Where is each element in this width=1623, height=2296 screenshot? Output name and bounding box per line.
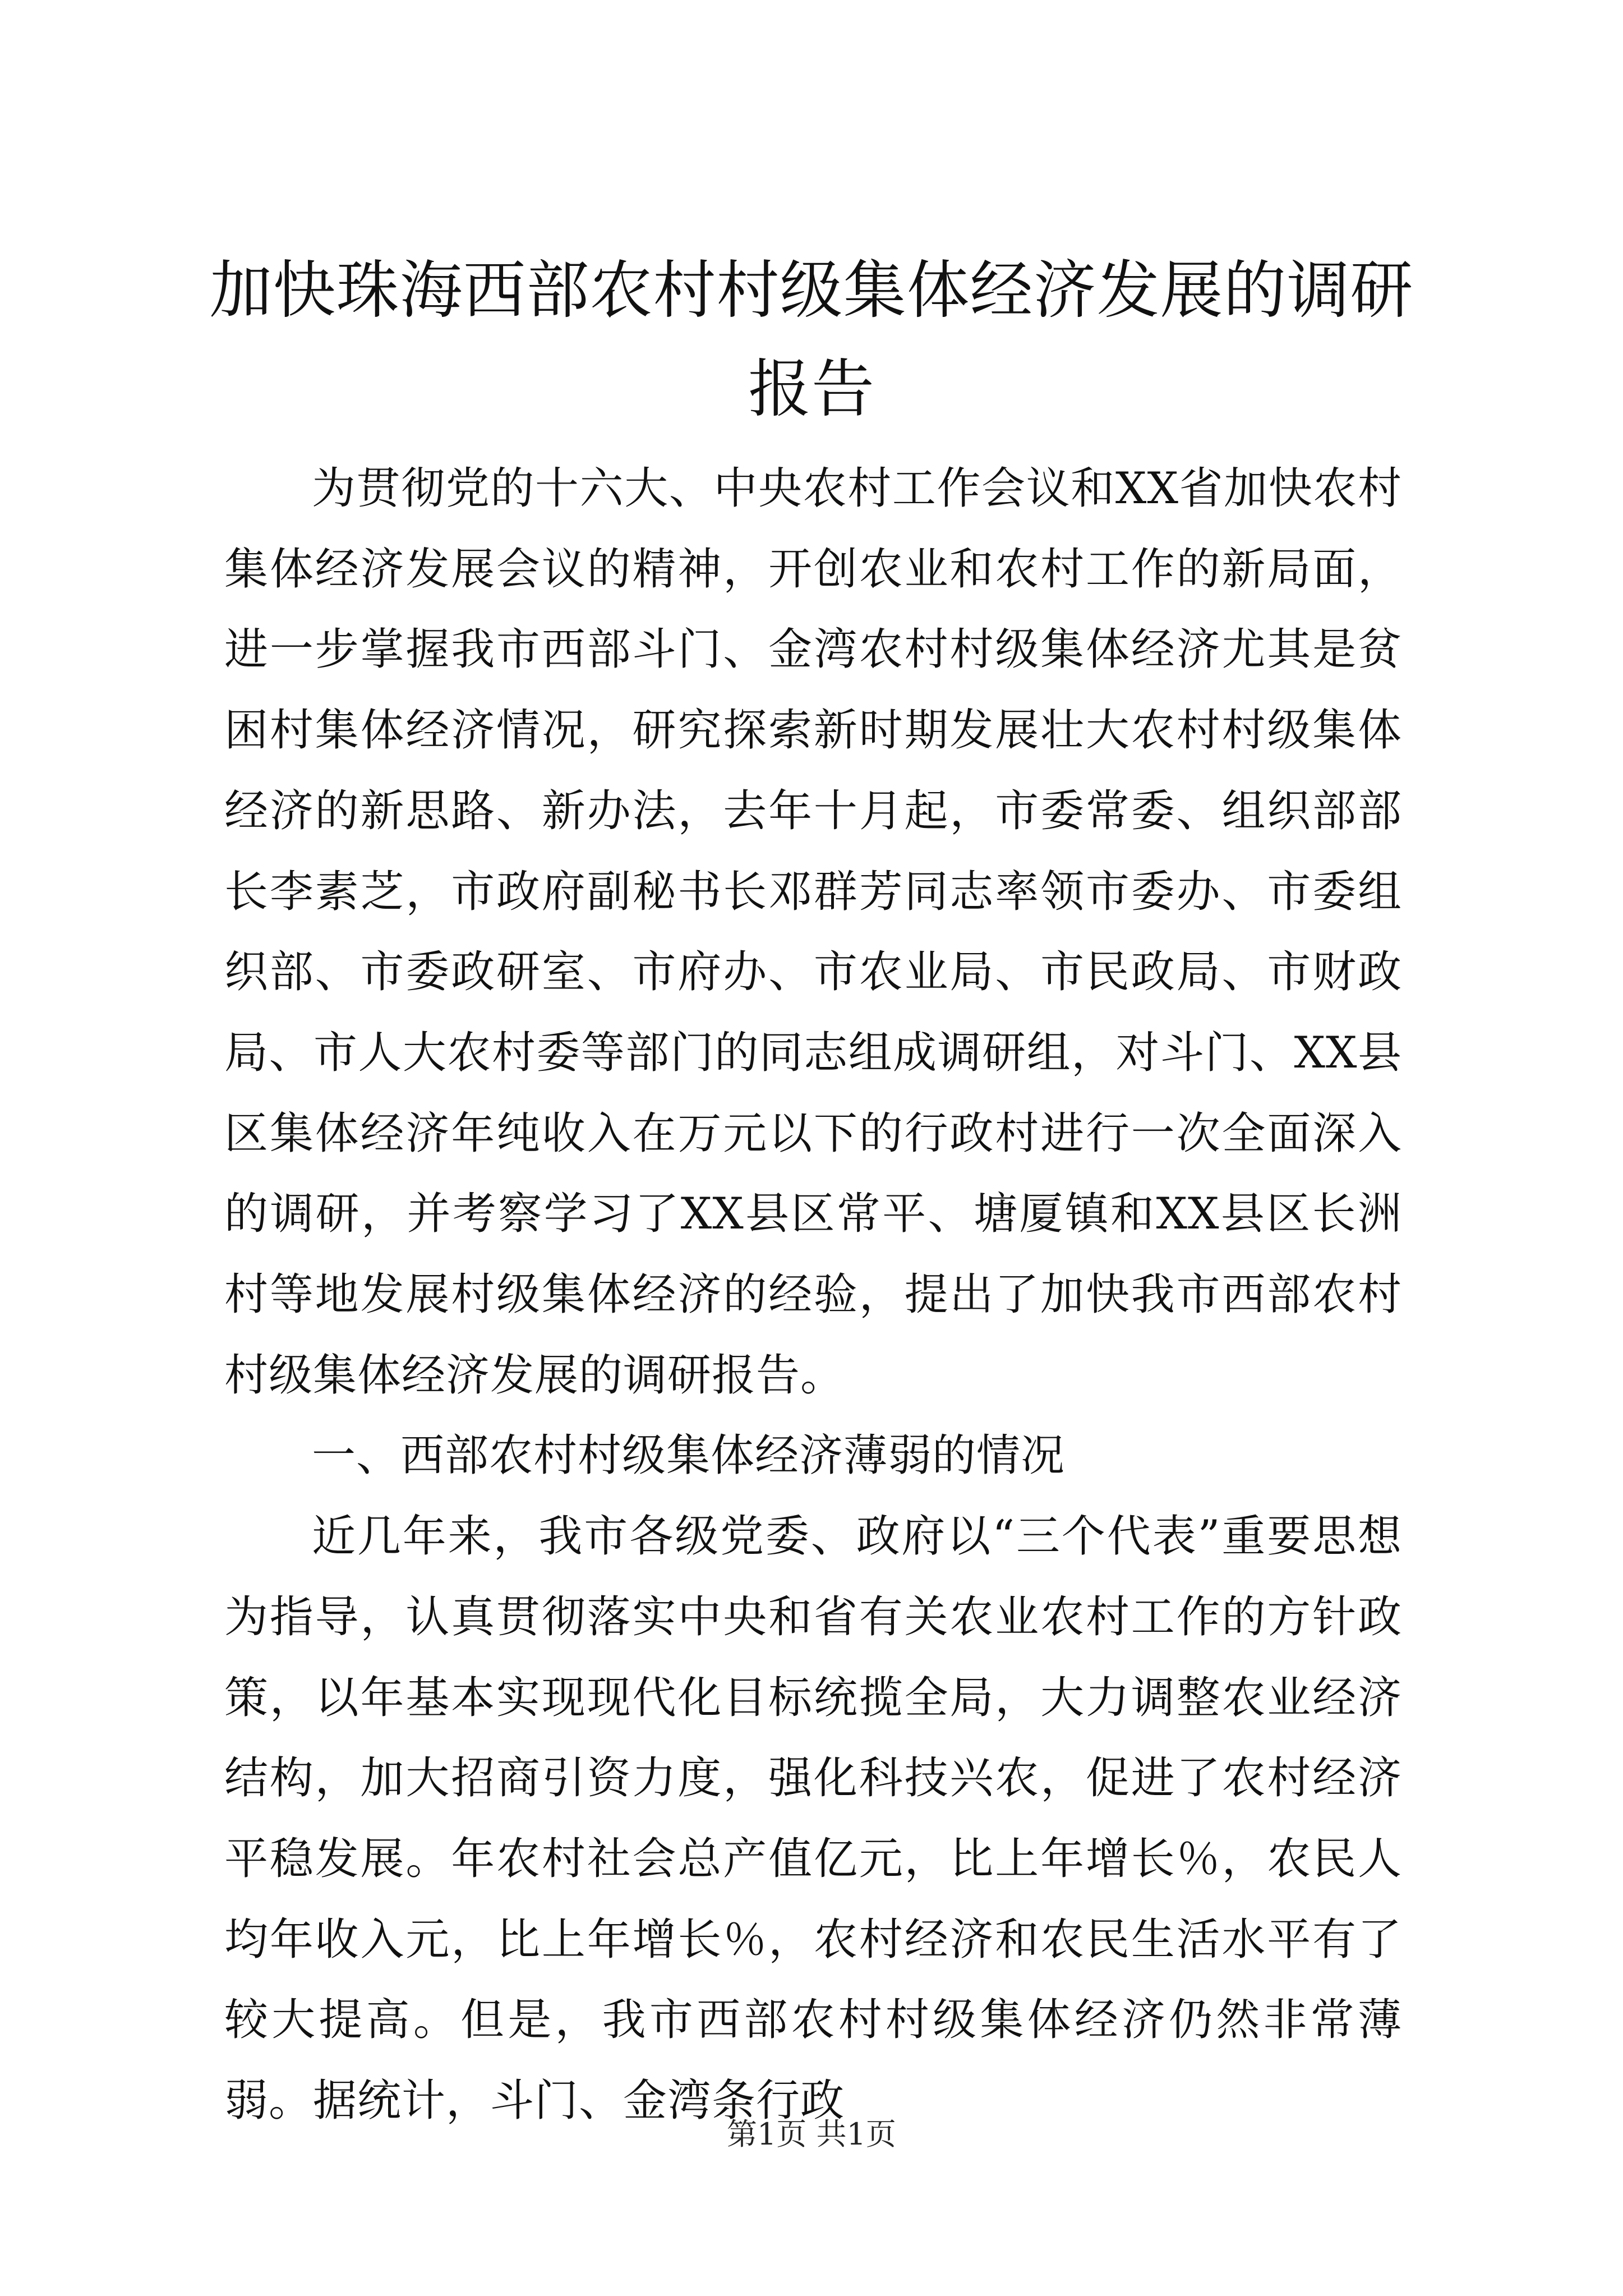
section-paragraph: 近几年来，我市各级党委、政府以“三个代表”重要思想为指导，认真贯彻落实中央和省有关农业农村工作的方针政策，以年基本实现现代化目标统揽全局，大力调整农业经济结构，加大招商引资力度，强化科技兴农，促进了农村经济平稳发展。年农村社会总产值亿元，比上年增长％，农民人均年收入元，比上年增长％，农村经济和农民生活水平有了较大提高。但是，我市西部农村村级集体经济仍然非常薄弱。据统计，斗门、金湾条行政 bbox=[224, 1511, 1402, 2127]
page-footer: 第1页 共1页 bbox=[727, 2116, 896, 2152]
section-heading: 一、西部农村村级集体经济薄弱的情况 bbox=[312, 1430, 1066, 1481]
intro-paragraph: 为贯彻党的十六大、中央农村工作会议和XX省加快农村集体经济发展会议的精神，开创农业和农村工作的新局面，进一步掌握我市西部斗门、金湾农村村级集体经济尤其是贫困村集体经济情况，研究探索新时期发展壮大农村村级集体经济的新思路、新办法，去年十月起，市委常委、组织部部长李素芝，市政府副秘书长邓群芳同志率领市委办、市委组织部、市委政研室、市府办、市农业局、市民政局、市财政局、市人大农村委等部门的同志组成调研组，对斗门、XX县区集体经济年纯收入在万元以下的行政村进行一次全面深入的调研，并考察学习了XX县区常平、塘厦镇和XX县区长洲村等地发展村级集体经济的经验，提出了加快我市西部农村村级集体经济发展的调研报告。 bbox=[224, 463, 1402, 1401]
document-body bbox=[224, 449, 1402, 2142]
document-title: 加快珠海西部农村村级集体经济发展的调研报告 bbox=[209, 254, 1414, 426]
